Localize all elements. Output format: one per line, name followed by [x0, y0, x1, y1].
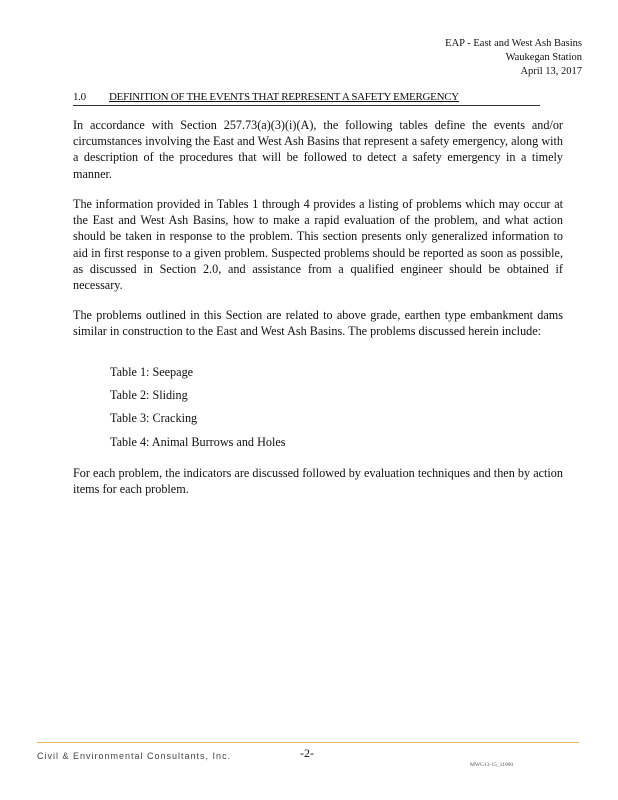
paragraph-closing: For each problem, the indicators are discussed followed by evaluation techniques and then by action items for each problem.	[73, 466, 563, 497]
footer-company: Civil & Environmental Consultants, Inc.	[37, 751, 232, 761]
document-header	[445, 37, 582, 79]
footer-rule	[37, 742, 579, 743]
section-number: 1.0	[73, 91, 86, 103]
section-title: DEFINITION OF THE EVENTS THAT REPRESENT A SAFETY EMERGENCY	[109, 91, 459, 103]
header-date: April 13, 2017	[520, 66, 582, 77]
table-list-item: Table 4: Animal Burrows and Holes	[110, 434, 286, 449]
table-list-item: Table 3: Cracking	[110, 411, 198, 426]
paragraph-problems: The problems outlined in this Section are related to above grade, earthen type embankment dams similar in construction to the East and West Ash Basins. The problems discussed herein include:	[73, 308, 563, 339]
section-heading	[73, 90, 540, 106]
paragraph-intro: In accordance with Section 257.73(a)(3)(i)(A), the following tables define the events and/or circumstances involving the East and West Ash Basins that represent a safety emergency, along with a description of the procedures that will be followed to detect a safety emergency in a timely manner.	[73, 118, 563, 181]
table-list-item: Table 1: Seepage	[110, 365, 194, 379]
paragraph-information: The information provided in Tables 1 through 4 provides a listing of problems which may occur at the East and West Ash Basins, how to make a rapid evaluation of the problem, and what action should be taken in response to the problem. This section presents only generalized information to aid in first response to a given problem. Suspected problems should be reported as soon as possible, as discussed in Section 2.0, and assistance from a qualified engineer should be obtained if necessary.	[73, 197, 563, 293]
document-code: MWG13-15_11000	[470, 762, 514, 768]
header-title: EAP - East and West Ash Basins	[445, 38, 582, 49]
page-number: -2-	[300, 746, 314, 760]
header-station: Waukegan Station	[505, 52, 582, 63]
table-list	[110, 364, 286, 457]
table-list-item: Table 2: Sliding	[110, 388, 188, 403]
